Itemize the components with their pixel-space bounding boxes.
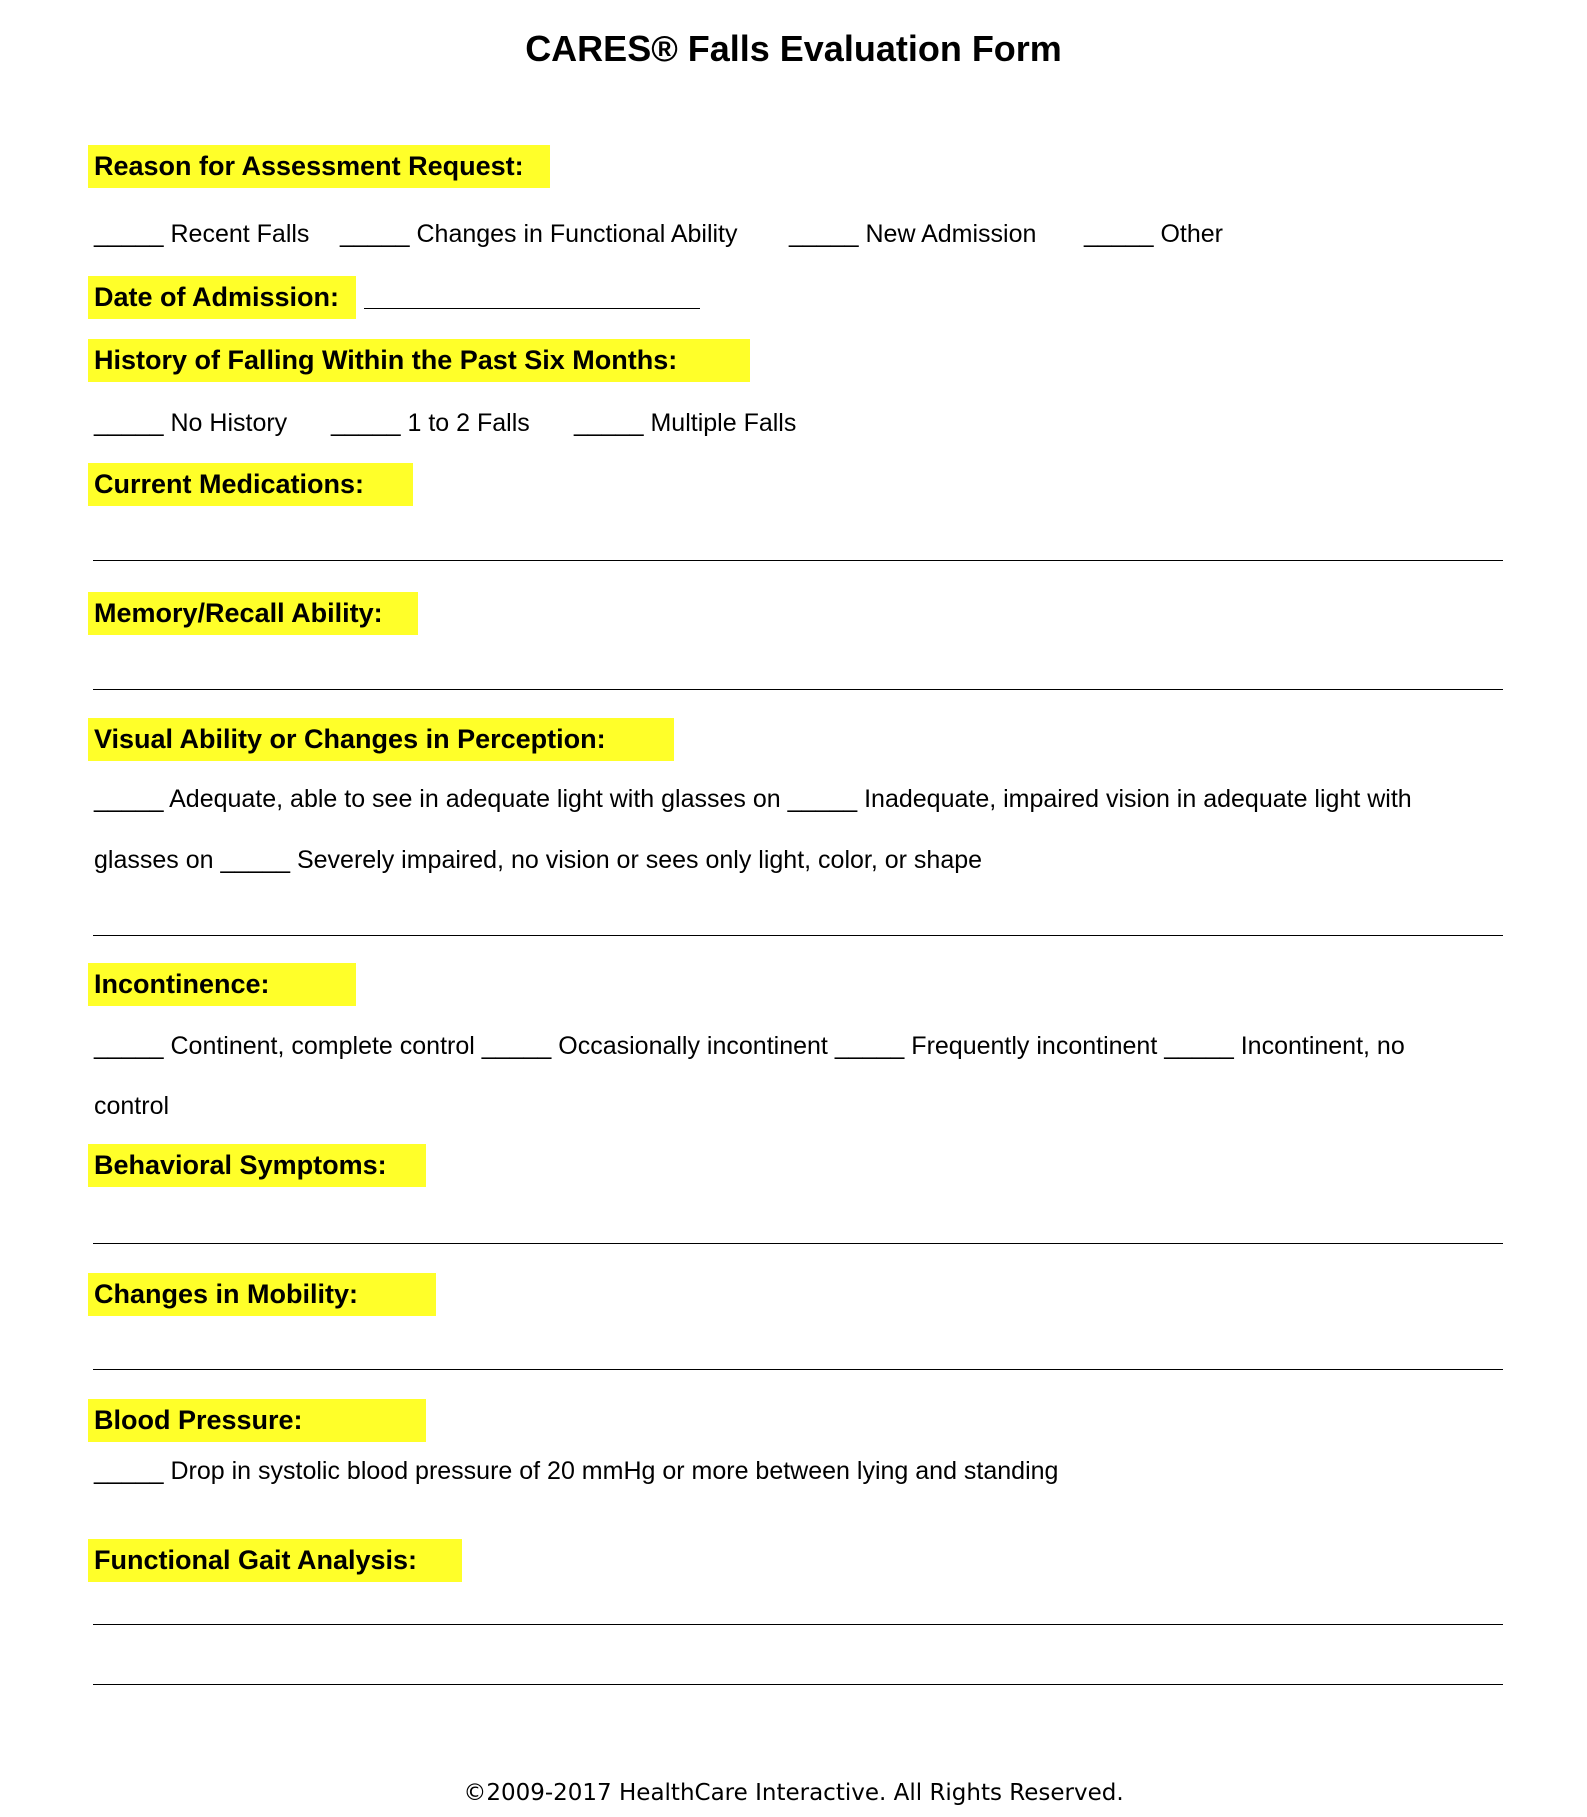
option-multiple-falls[interactable] [574, 407, 796, 439]
option-blank: _____ [94, 409, 164, 437]
option-label: Drop in systolic blood pressure of 20 mmHg or more between lying and standing [170, 1457, 1059, 1485]
option-blank: _____ [481, 1032, 552, 1060]
option-occasionally-incontinent[interactable] [482, 1032, 828, 1060]
date-of-admission-field[interactable] [364, 308, 700, 309]
option-incontinent-no-control[interactable] [1164, 1032, 1405, 1060]
visual-options-line-2 [94, 844, 982, 876]
option-visual-adequate[interactable] [94, 785, 781, 813]
heading-incontinence: Incontinence: [88, 963, 356, 1006]
changes-in-mobility-field[interactable] [93, 1369, 1503, 1370]
incontinence-options-line-2: control [94, 1092, 170, 1120]
heading-memory-recall: Memory/Recall Ability: [88, 592, 418, 635]
copyright-footer: ©2009-2017 HealthCare Interactive. All Rights Reserved. [463, 1780, 1124, 1806]
option-label: Multiple Falls [650, 409, 797, 437]
blood-pressure-options-row [94, 1455, 1058, 1487]
visual-ability-field[interactable] [93, 935, 1503, 936]
option-continent[interactable] [94, 1032, 475, 1060]
heading-behavioral-symptoms: Behavioral Symptoms: [88, 1144, 426, 1187]
option-blank: _____ [94, 1032, 164, 1060]
option-label: Continent, complete control [170, 1032, 475, 1060]
option-label: Frequently incontinent [911, 1032, 1158, 1060]
current-medications-field[interactable] [93, 560, 1503, 561]
heading-reason-for-assessment: Reason for Assessment Request: [88, 145, 550, 188]
memory-recall-field[interactable] [93, 689, 1503, 690]
option-blank: _____ [789, 220, 859, 248]
option-label: New Admission [865, 220, 1037, 248]
option-blank: _____ [94, 785, 164, 813]
option-new-admission[interactable] [789, 218, 1036, 250]
form-title: CARES® Falls Evaluation Form [525, 28, 1062, 69]
option-label: Recent Falls [170, 220, 310, 248]
option-blank: _____ [331, 409, 401, 437]
option-label: Occasionally incontinent [558, 1032, 828, 1060]
option-blank: _____ [340, 220, 410, 248]
option-changes-functional-ability[interactable] [340, 218, 738, 250]
option-blank: _____ [834, 1032, 905, 1060]
heading-visual-ability: Visual Ability or Changes in Perception: [88, 718, 674, 761]
option-label: 1 to 2 Falls [407, 409, 530, 437]
option-blank: _____ [1164, 1032, 1234, 1060]
heading-date-of-admission: Date of Admission: [88, 276, 356, 319]
option-bp-drop[interactable] [94, 1457, 1058, 1485]
option-visual-severely-impaired[interactable] [220, 846, 982, 874]
heading-changes-in-mobility: Changes in Mobility: [88, 1273, 436, 1316]
behavioral-symptoms-field[interactable] [93, 1243, 1503, 1244]
option-no-history[interactable] [94, 407, 287, 439]
heading-functional-gait-analysis: Functional Gait Analysis: [88, 1539, 462, 1582]
incontinence-options-line-1 [94, 1030, 1405, 1062]
heading-history-of-falling: History of Falling Within the Past Six Months: [88, 339, 750, 382]
option-label: No History [170, 409, 288, 437]
option-blank: _____ [1084, 220, 1154, 248]
option-other[interactable] [1084, 218, 1223, 250]
option-label: Adequate, able to see in adequate light with glasses on [169, 785, 781, 813]
gait-analysis-field-2[interactable] [93, 1684, 1503, 1685]
visual-options-line-1 [94, 783, 1412, 815]
gait-analysis-field-1[interactable] [93, 1624, 1503, 1625]
option-blank: _____ [574, 409, 644, 437]
option-label: Changes in Functional Ability [416, 220, 738, 248]
heading-current-medications: Current Medications: [88, 463, 413, 506]
option-1-to-2-falls[interactable] [331, 407, 530, 439]
option-blank: _____ [94, 1457, 164, 1485]
option-label: Incontinent, no [1240, 1032, 1405, 1060]
option-blank: _____ [94, 220, 164, 248]
option-recent-falls[interactable] [94, 218, 309, 250]
option-visual-inadequate[interactable] [788, 785, 1412, 813]
option-blank: _____ [220, 846, 291, 874]
option-blank: _____ [787, 785, 858, 813]
option-label: Inadequate, impaired vision in adequate light with [864, 785, 1412, 813]
option-label: Other [1160, 220, 1224, 248]
option-frequently-incontinent[interactable] [835, 1032, 1157, 1060]
option-label: Severely impaired, no vision or sees only light, color, or shape [296, 846, 983, 874]
heading-blood-pressure: Blood Pressure: [88, 1399, 426, 1442]
option-label-continued: glasses on [94, 846, 214, 874]
